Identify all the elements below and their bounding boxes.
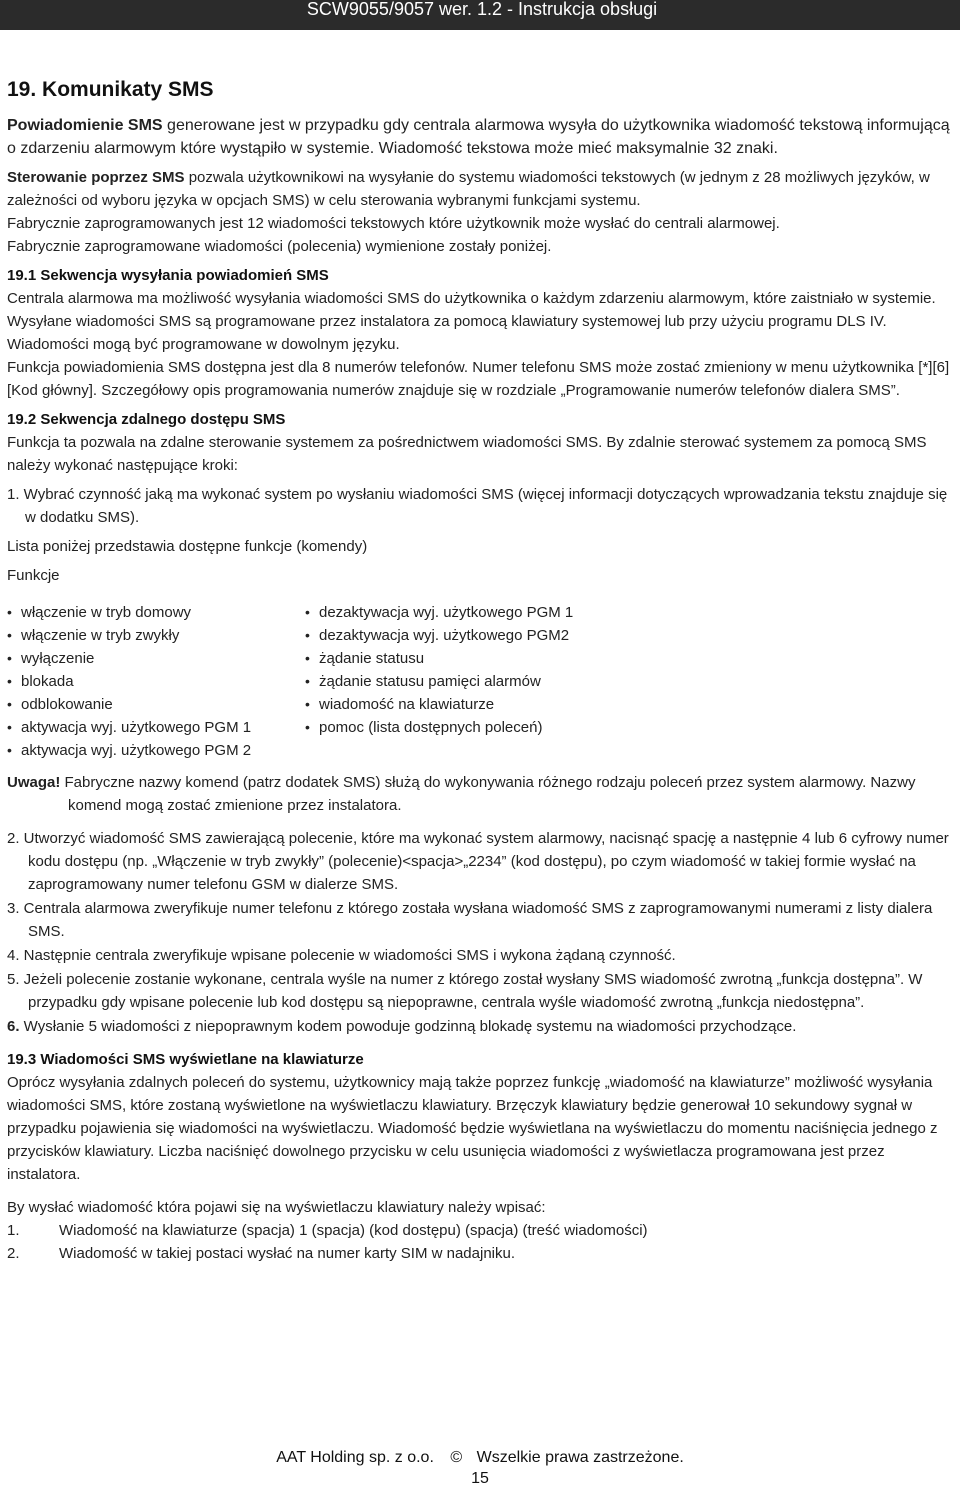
document-title: SCW9055/9057 wer. 1.2 - Instrukcja obsługi [306, 0, 658, 19]
section-19-3-paragraph-1: Oprócz wysyłania zdalnych poleceń do systemu, użytkownicy mają także poprzez funkcję „wiadomość na klawiaturze” możliwość wysyłania wiadomości SMS, które zostaną wyświetlone na wyświetlaczu klawiatury. Brzęczyk klawiatury będzie generował 10 sekundowy sygnał w przypadku pojawienia się wiadomości na wyświetlaczu. Wiadomość będzie wyświetlana na wyświetlaczu do momentu naciśnięcia jednego z przycisków klawiatury. Liczba naciśnięć dowolnego przycisku w celu usunięcia wiadomości z wyświetlacza programowana jest przez instalatora. [7, 1074, 938, 1183]
section-19-1-paragraph-1: Centrala alarmowa ma możliwość wysyłania wiadomości SMS do użytkownika o każdym zdarzeniu alarmowym, które zaistniało w systemie. Wysyłane wiadomości SMS są programowane przez instalatora za pomocą klawiatury systemowej lub przy użyciu programu DLS IV. Wiadomości mogą być programowane w dowolnym języku. [7, 290, 936, 353]
function-label: dezaktywacja wyj. użytkowego PGM 1 [319, 604, 574, 621]
step-3: 3. Centrala alarmowa zweryfikuje numer telefonu z którego została wysłana wiadomość SMS z zaprogramowanymi numerami z listy dialera SMS. [7, 900, 933, 940]
bullet-icon: • [7, 650, 12, 666]
function-label: włączenie w tryb zwykły [21, 627, 180, 644]
functions-list-intro: Lista poniżej przedstawia dostępne funkcje (komendy) [7, 538, 368, 555]
bullet-icon: • [305, 604, 310, 620]
function-item [305, 716, 573, 739]
function-item [7, 670, 251, 693]
control-bold-term: Sterowanie poprzez SMS [7, 169, 185, 186]
function-item [7, 601, 251, 624]
factory-paragraph-1: Fabrycznie zaprogramowanych jest 12 wiadomości tekstowych które użytkownik może wysłać do centrali alarmowej. [7, 215, 780, 232]
section-19-1-paragraph-2: Funkcja powiadomienia SMS dostępna jest dla 8 numerów telefonów. Numer telefonu SMS może zostać zmieniony w menu użytkownika [*][6][Kod główny]. Szczegółowy opis programowania numerów znajduje się w rozdziale „Programowanie numerów telefonów dialera SMS”. [7, 359, 950, 399]
intro-bold-term: Powiadomienie SMS [7, 117, 163, 134]
section-19-3-paragraph-2: By wysłać wiadomość która pojawi się na wyświetlaczu klawiatury należy wpisać: [7, 1199, 546, 1216]
steps-list [7, 827, 953, 1038]
step-6: 6. Wysłanie 5 wiadomości z niepoprawnym kodem powoduje godzinną blokadę systemu na wiadomości przychodzące. [7, 1018, 797, 1035]
bullet-icon: • [305, 719, 310, 735]
function-label: aktywacja wyj. użytkowego PGM 2 [21, 742, 252, 759]
section-19-1-title: 19.1 Sekwencja wysyłania powiadomień SMS [7, 267, 329, 284]
function-label: wyłączenie [21, 650, 95, 667]
step-2: 2. Utworzyć wiadomość SMS zawierającą polecenie, które ma wykonać system alarmowy, nacisnąć spację a następnie 4 lub 6 cyfrowy numer kodu dostępu (np. „Włączenie w tryb zwykły” (polecenie)<spacja>„2234” (kod dostępu), po czym wiadomość w takiej formie wysłać na zaprogramowany numer telefonu GSM w dialerze SMS. [7, 830, 949, 893]
intro-paragraph: Powiadomienie SMS generowane jest w przypadku gdy centrala alarmowa wysyła do użytkownika wiadomość tekstową informującą o zdarzeniu alarmowym które wystąpiło w systemie. Wiadomość tekstowa może mieć maksymalnie 32 znaki. [7, 117, 950, 157]
function-label: pomoc (lista dostępnych poleceń) [319, 719, 543, 736]
function-label: żądanie statusu [319, 650, 425, 667]
bullet-icon: • [305, 673, 310, 689]
list-item: 1. Wiadomość na klawiaturze (spacja) 1 (spacja) (kod dostępu) (spacja) (treść wiadomości) [7, 1222, 648, 1239]
function-item [305, 601, 573, 624]
document-body [7, 78, 953, 1265]
function-label: wiadomość na klawiaturze [319, 696, 495, 713]
function-label: żądanie statusu pamięci alarmów [319, 673, 541, 690]
note-paragraph: Uwaga! Fabryczne nazwy komend (patrz dodatek SMS) służą do wykonywania różnego rodzaju poleceń przez system alarmowy. Nazwy komend mogą zostać zmienione przez instalatora. [7, 774, 916, 814]
functions-column-left [7, 601, 251, 762]
function-label: aktywacja wyj. użytkowego PGM 1 [21, 719, 252, 736]
function-item [7, 693, 251, 716]
function-item [305, 693, 573, 716]
function-label: blokada [21, 673, 74, 690]
page-footer [0, 1449, 960, 1467]
function-item [305, 670, 573, 693]
control-paragraph: Sterowanie poprzez SMS pozwala użytkownikowi na wysyłanie do systemu wiadomości tekstowych (w jednym z 28 możliwych języków, w zależności od wyboru języka w opcjach SMS) w celu sterowania wybranymi funkcjami systemu. [7, 169, 930, 209]
function-label: włączenie w tryb domowy [21, 604, 192, 621]
bullet-icon: • [305, 696, 310, 712]
function-item [305, 647, 573, 670]
function-item [305, 624, 573, 647]
bullet-icon: • [7, 742, 12, 758]
bullet-icon: • [305, 650, 310, 666]
note-label: Uwaga! [7, 774, 61, 791]
page-number: 15 [471, 1470, 489, 1487]
bullet-icon: • [7, 604, 12, 620]
functions-list [7, 601, 953, 759]
bullet-icon: • [305, 627, 310, 643]
function-item [7, 624, 251, 647]
section-19-2-title: 19.2 Sekwencja zdalnego dostępu SMS [7, 411, 286, 428]
bullet-icon: • [7, 627, 12, 643]
section-19-2-paragraph-1: Funkcja ta pozwala na zdalne sterowanie systemem za pośrednictwem wiadomości SMS. By zdalnie sterować systemem za pomocą SMS należy wykonać następujące kroki: [7, 434, 927, 474]
function-item [7, 647, 251, 670]
section-19-3-title: 19.3 Wiadomości SMS wyświetlane na klawiaturze [7, 1051, 364, 1068]
factory-paragraph-2: Fabrycznie zaprogramowane wiadomości (polecenia) wymienione zostały poniżej. [7, 238, 552, 255]
company-name: AAT Holding sp. z o.o. [276, 1449, 434, 1466]
bullet-icon: • [7, 696, 12, 712]
functions-heading: Funkcje [7, 567, 60, 584]
step-5: 5. Jeżeli polecenie zostanie wykonane, centrala wyśle na numer z którego został wysłany SMS wiadomość zwrotną „funkcja dostępna”. W przypadku gdy wpisane polecenie lub kod dostępu są niepoprawne, centrala wyśle wiadomość zwrotną „funkcja niedostępna”. [7, 971, 923, 1011]
function-label: odblokowanie [21, 696, 113, 713]
section-19-title: 19. Komunikaty SMS [7, 78, 214, 101]
step-1: 1. Wybrać czynność jaką ma wykonać system po wysłaniu wiadomości SMS (więcej informacji dotyczących wprowadzania tekstu znajduje się w dodatku SMS). [7, 486, 948, 526]
function-item [7, 716, 251, 739]
list-item: 2. Wiadomość w takiej postaci wysłać na numer karty SIM w nadajniku. [7, 1245, 516, 1262]
step-4: 4. Następnie centrala zweryfikuje wpisane polecenie w wiadomości SMS i wykona żądaną czynność. [7, 947, 676, 964]
rights-text: Wszelkie prawa zastrzeżone. [476, 1449, 684, 1466]
bullet-icon: • [7, 673, 12, 689]
function-label: dezaktywacja wyj. użytkowego PGM2 [319, 627, 570, 644]
function-item [7, 739, 251, 762]
keypad-message-list [7, 1219, 953, 1265]
bullet-icon: • [7, 719, 12, 735]
functions-column-right [305, 601, 573, 739]
copyright-icon: © [450, 1449, 463, 1466]
page-header [0, 0, 960, 30]
